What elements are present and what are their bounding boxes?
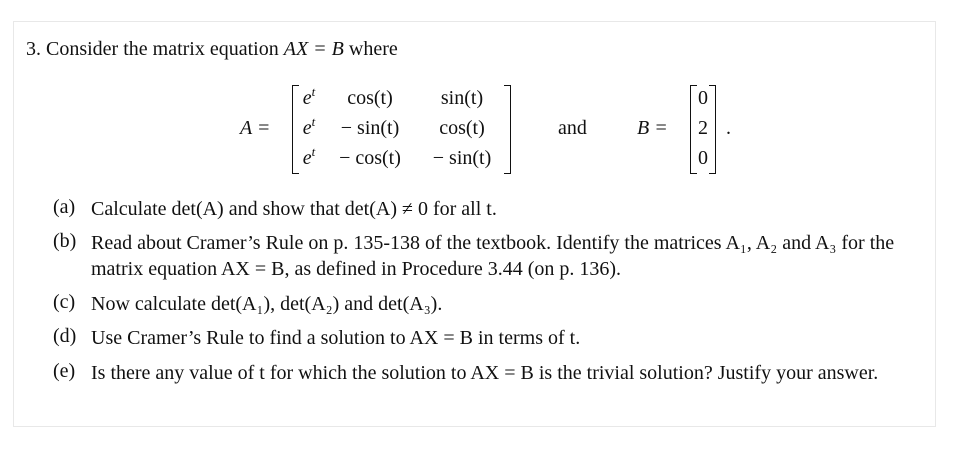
part-a-text: Calculate det(A) and show that det(A) ≠ 0 for all t. bbox=[91, 198, 497, 220]
problem-heading bbox=[26, 38, 398, 61]
matrix-connector: and bbox=[558, 117, 587, 139]
part-d-text: Use Cramer’s Rule to find a solution to AX = B in terms of t. bbox=[91, 327, 581, 349]
matrix-b-cell-1: 2 bbox=[698, 117, 708, 139]
matrix-a-cell-1-0: $e^t$ bbox=[302, 114, 316, 139]
problem-intro-equation: AX = B bbox=[283, 38, 344, 60]
matrix-a-cell-0-0: $e^t$ bbox=[302, 84, 316, 109]
part-d-label: (d) bbox=[53, 325, 77, 347]
matrix-b-lhs: B = bbox=[637, 117, 668, 139]
matrix-b-cell-2: 0 bbox=[698, 147, 708, 169]
matrix-a-cell-1-2: cos(t) bbox=[439, 117, 485, 139]
matrix-b-trailing-period: . bbox=[726, 117, 731, 139]
part-b-label: (b) bbox=[53, 230, 77, 252]
matrix-a-cell-1-0-exp: t bbox=[311, 114, 316, 129]
matrix-a-lhs: A = bbox=[240, 117, 271, 139]
matrix-a-cell-2-2: − sin(t) bbox=[432, 147, 492, 169]
problem-intro-text: Consider the matrix equation bbox=[46, 38, 279, 60]
part-b-text: Read about Cramer’s Rule on p. 135-138 of the textbook. Identify the matrices A₁, A₂ and A₃ for the matrix equation AX = B, as defined in Procedure 3.44 (on p. 136). bbox=[91, 232, 895, 280]
part-e-text: Is there any value of t for which the solution to AX = B is the trivial solution? Justify your answer. bbox=[91, 362, 879, 384]
matrix-a-cell-0-0-exp: t bbox=[311, 84, 316, 99]
part-a-label: (a) bbox=[53, 196, 76, 218]
problem-number: 3. bbox=[26, 38, 41, 60]
matrix-a-cell-0-2: sin(t) bbox=[440, 87, 484, 109]
matrix-a-cell-1-1: − sin(t) bbox=[340, 117, 400, 139]
matrix-a-cell-2-1: − cos(t) bbox=[339, 147, 401, 169]
part-e-label: (e) bbox=[53, 360, 76, 382]
matrix-a-right-bracket bbox=[504, 85, 511, 174]
matrix-b-left-bracket bbox=[690, 85, 697, 174]
part-c-label: (c) bbox=[53, 291, 76, 313]
matrix-b-cell-0: 0 bbox=[698, 87, 708, 109]
matrix-a-left-bracket bbox=[292, 85, 299, 174]
matrix-a-cell-2-0: $e^t$ bbox=[302, 144, 316, 169]
matrix-b-right-bracket bbox=[709, 85, 716, 174]
matrix-a-cell-2-0-exp: t bbox=[311, 144, 316, 159]
part-c-text: Now calculate det(A₁), det(A₂) and det(A₃). bbox=[91, 293, 443, 315]
problem-intro-suffix: where bbox=[348, 38, 398, 60]
matrix-a-cell-0-1: cos(t) bbox=[347, 87, 393, 109]
